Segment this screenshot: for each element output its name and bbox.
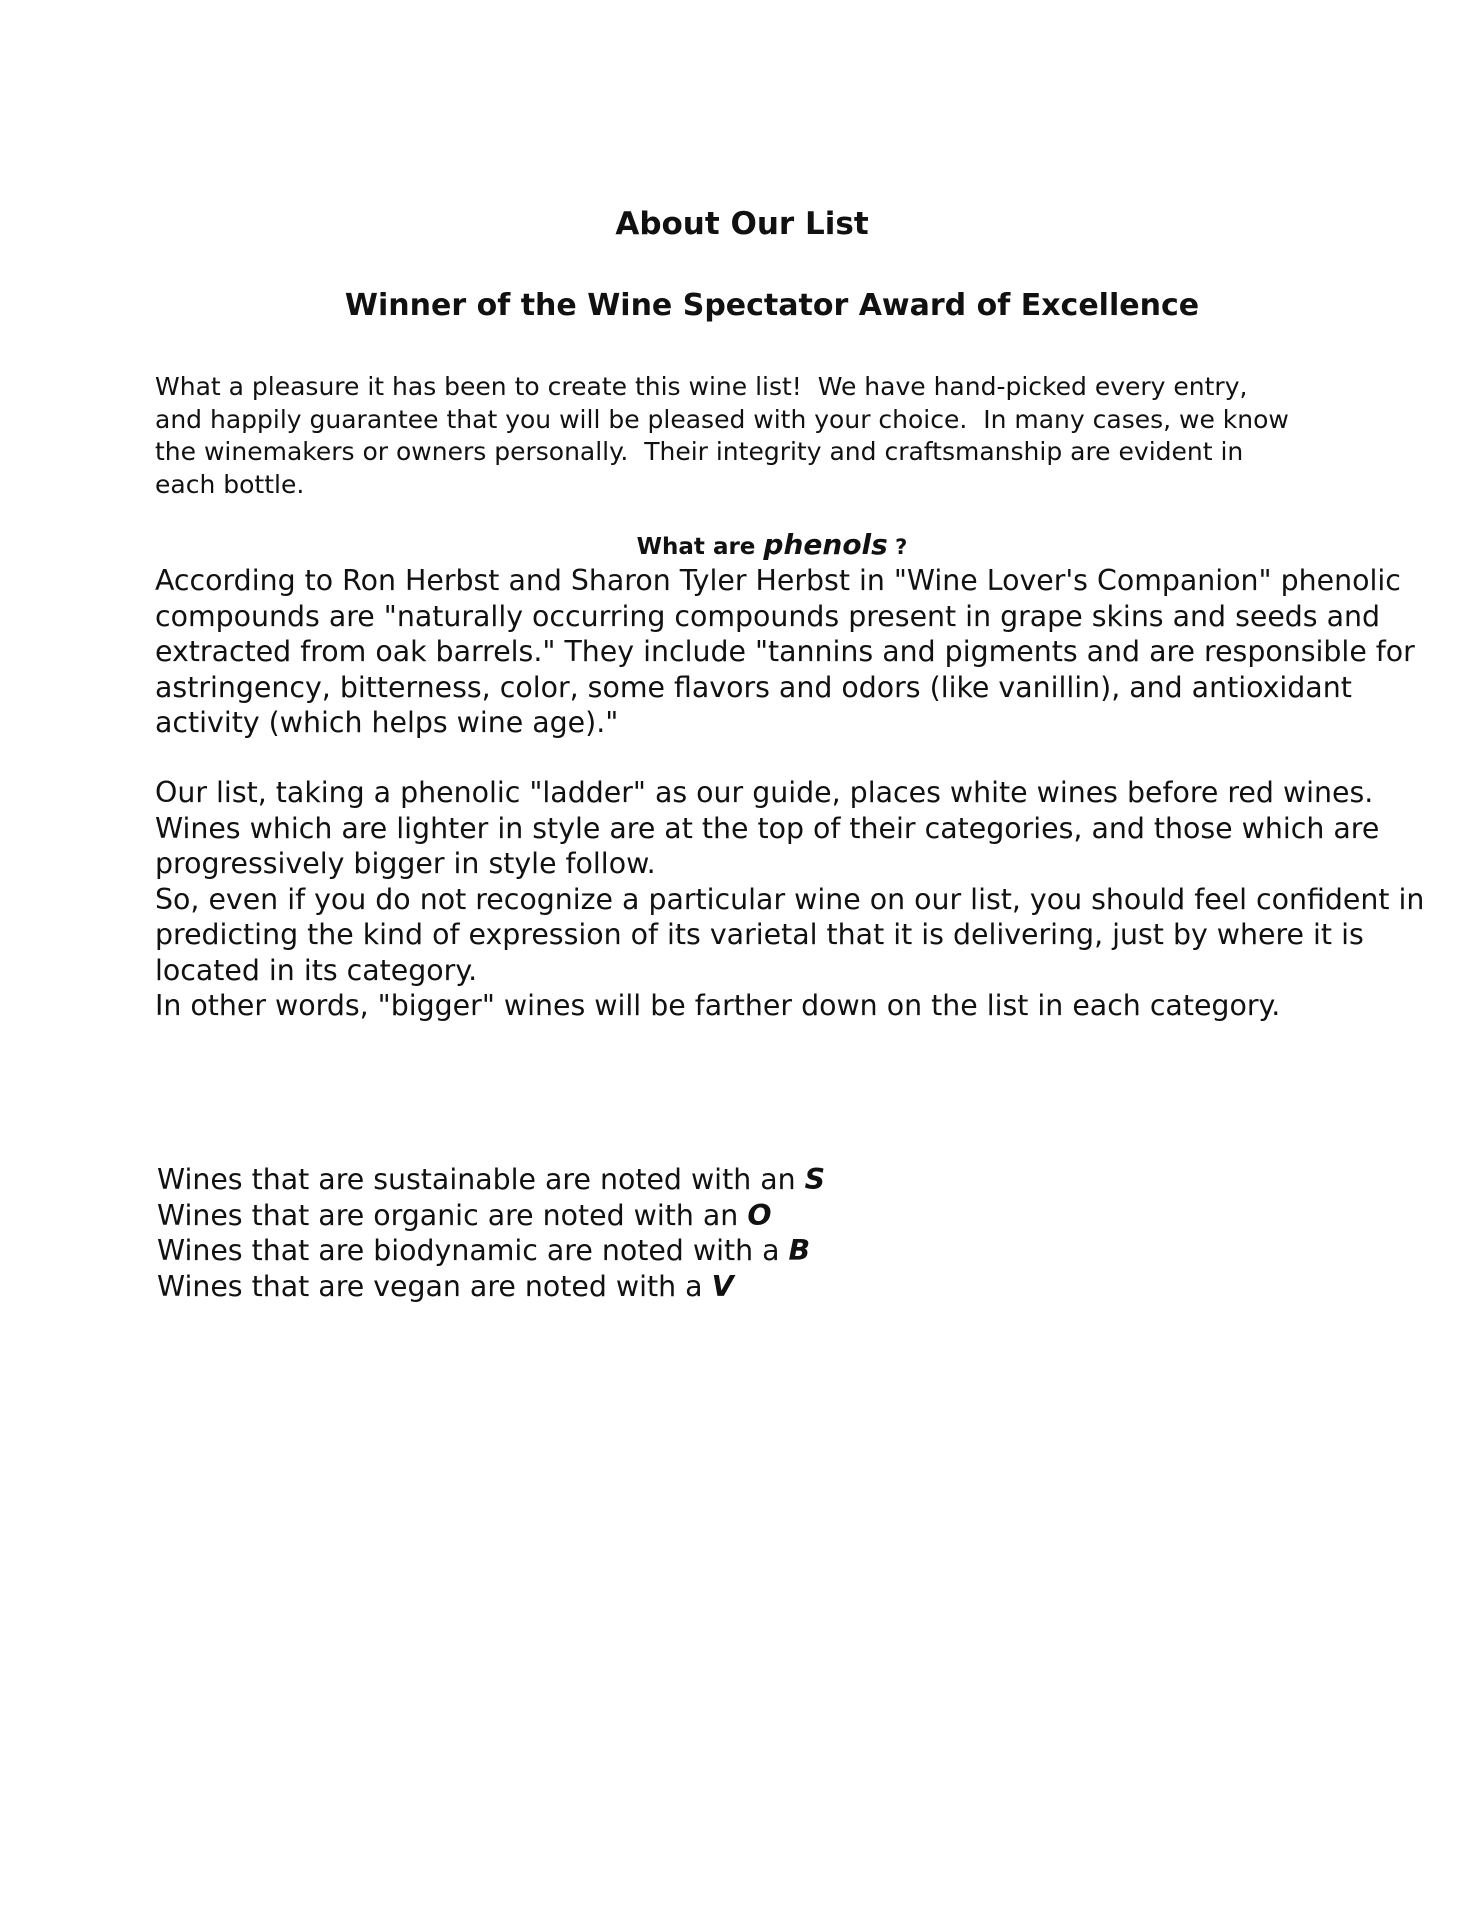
- phenols-heading-suffix: ?: [887, 535, 908, 559]
- legend-item-vegan: [157, 1269, 825, 1305]
- ladder-line: Our list, taking a phenolic "ladder" as our guide, places white wines before red wines.: [155, 776, 1374, 809]
- legend-text: Wines that are biodynamic are noted with a: [157, 1234, 789, 1267]
- quote-line: extracted from oak barrels." They include "tannins and pigments and are responsible for: [155, 635, 1415, 668]
- legend-item-sustainable: [157, 1162, 825, 1198]
- legend-mark: B: [788, 1234, 811, 1267]
- legend-text: Wines that are organic are noted with an: [157, 1198, 748, 1232]
- page-title: About Our List: [615, 206, 869, 242]
- quote-line: compounds are "naturally occurring compounds present in grape skins and seeds and: [155, 599, 1381, 633]
- legend-mark: O: [747, 1198, 772, 1232]
- ladder-line: In other words, "bigger" wines will be farther down on the list in each category.: [155, 989, 1281, 1022]
- intro-line: and happily guarantee that you will be pleased with your choice. In many cases, we know: [155, 404, 1289, 434]
- phenols-term: phenols: [763, 528, 888, 561]
- ladder-line: predicting the kind of expression of its varietal that it is delivering, just by where it is: [155, 918, 1364, 951]
- quote-line: According to Ron Herbst and Sharon Tyler Herbst in "Wine Lover's Companion" phenolic: [155, 564, 1401, 597]
- quote-line: astringency, bitterness, color, some flavors and odors (like vanillin), and antioxidant: [155, 670, 1352, 704]
- ladder-line: progressively bigger in style follow.: [155, 847, 656, 880]
- award-heading: Winner of the Wine Spectator Award of Excellence: [344, 288, 1200, 323]
- legend-item-biodynamic: [157, 1233, 825, 1269]
- legend-mark: S: [804, 1163, 826, 1196]
- legend-text: Wines that are sustainable are noted with an: [157, 1163, 805, 1196]
- intro-line: What a pleasure it has been to create this wine list! We have hand-picked every entry,: [155, 372, 1248, 401]
- phenols-quote-paragraph: [155, 563, 1415, 741]
- phenolic-ladder-paragraph: [155, 775, 1424, 1024]
- ladder-line: located in its category.: [155, 953, 478, 987]
- phenols-heading: [0, 528, 1484, 561]
- legend-item-organic: [157, 1198, 825, 1234]
- intro-line: the winemakers or owners personally. Their integrity and craftsmanship are evident in: [155, 437, 1244, 466]
- legend-text: Wines that are vegan are noted with a: [157, 1269, 712, 1303]
- wine-symbol-legend: [157, 1162, 825, 1304]
- quote-line: activity (which helps wine age).": [155, 706, 619, 739]
- intro-line: each bottle.: [155, 469, 305, 499]
- phenols-heading-prefix: What are: [636, 534, 764, 560]
- legend-mark: V: [711, 1269, 734, 1303]
- ladder-line: Wines which are lighter in style are at the top of their categories, and those which are: [155, 811, 1380, 845]
- intro-paragraph: [155, 371, 1289, 501]
- ladder-line: So, even if you do not recognize a particular wine on our list, you should feel confident in: [155, 882, 1425, 916]
